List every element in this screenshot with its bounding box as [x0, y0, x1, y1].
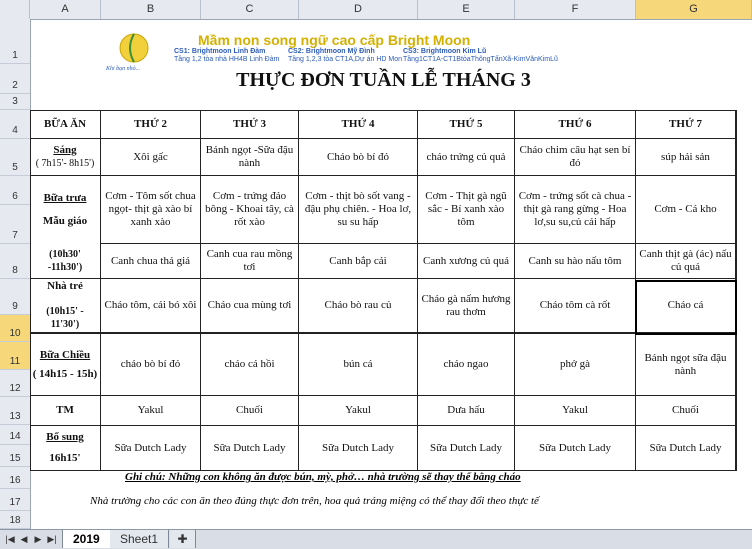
soup-fri[interactable]: Canh su hào nấu tôm — [515, 244, 636, 279]
page-title: THỰC ĐƠN TUẦN LỄ THÁNG 3 — [236, 68, 531, 91]
insert-sheet-icon[interactable]: ✚ — [170, 530, 196, 548]
meal-breakfast-label[interactable]: Sáng ( 7h15'- 8h15') — [30, 139, 101, 176]
day-header-mon[interactable]: THỨ 2 — [101, 111, 201, 139]
note-menu-policy: Nhà trường cho các con ăn theo đúng thực đơn trên, hoa quả tráng miệng có thể thay đổi theo thực tế — [90, 495, 539, 507]
sheet-grid[interactable] — [30, 19, 752, 529]
snack-tue[interactable]: Chuối — [201, 396, 299, 426]
row-header[interactable]: 1 — [0, 19, 30, 64]
nursery-thu[interactable]: Cháo gà nấm hương rau thơm — [418, 279, 515, 334]
day-header-tue[interactable]: THỨ 3 — [201, 111, 299, 139]
row-header[interactable]: 17 — [0, 489, 30, 511]
lunch-mon[interactable]: Cơm - Tôm sốt chua ngọt- thịt gà xào bí xanh xào — [101, 176, 201, 244]
meal-header[interactable]: BỮA ĂN — [30, 111, 101, 139]
supplement-sat[interactable]: Sữa Dutch Lady — [636, 426, 736, 471]
column-header-c[interactable]: C — [201, 0, 299, 19]
nursery-tue[interactable]: Cháo cua mùng tơi — [201, 279, 299, 334]
row-header[interactable]: 2 — [0, 64, 30, 94]
snack-sat[interactable]: Chuối — [636, 396, 736, 426]
lunch-tue[interactable]: Cơm - trứng đảo bông - Khoai tây, cà rốt xào — [201, 176, 299, 244]
day-header-fri[interactable]: THỨ 6 — [515, 111, 636, 139]
nursery-fri[interactable]: Cháo tôm cà rốt — [515, 279, 636, 334]
breakfast-fri[interactable]: Cháo chim câu hạt sen bí đỏ — [515, 139, 636, 176]
snack-thu[interactable]: Dưa hấu — [418, 396, 515, 426]
school-name: Mầm non song ngữ cao cấp Bright Moon — [198, 32, 471, 48]
day-header-thu[interactable]: THỨ 5 — [418, 111, 515, 139]
campus-1: CS1: Brightmoon Linh Đàm Tầng 1,2 tòa nhà HH4B Linh Đàm — [174, 48, 280, 63]
column-header-g[interactable]: G — [636, 0, 752, 19]
sheet-tab-sheet1[interactable]: Sheet1 — [110, 530, 169, 548]
row-header[interactable]: 8 — [0, 244, 30, 279]
sheet-tab-2019[interactable]: 2019 — [62, 530, 111, 548]
afternoon-mon[interactable]: cháo bò bí đỏ — [101, 334, 201, 396]
soup-tue[interactable]: Canh cua rau mồng tơi — [201, 244, 299, 279]
afternoon-fri[interactable]: phở gà — [515, 334, 636, 396]
breakfast-sat[interactable]: súp hải sản — [636, 139, 736, 176]
row-header[interactable]: 7 — [0, 205, 30, 244]
meal-afternoon-label[interactable]: Bữa Chiều ( 14h15 - 15h) — [30, 334, 101, 396]
meal-supplement-label[interactable]: Bổ sung 16h15' — [30, 426, 101, 471]
column-header-b[interactable]: B — [101, 0, 201, 19]
row-header[interactable]: 5 — [0, 139, 30, 176]
row-header[interactable]: 15 — [0, 445, 30, 467]
row-header[interactable]: 9 — [0, 279, 30, 315]
row-header[interactable]: 16 — [0, 467, 30, 489]
column-header-d[interactable]: D — [299, 0, 418, 19]
lunch-thu[interactable]: Cơm - Thịt gà ngũ sắc - Bí xanh xào tôm — [418, 176, 515, 244]
day-header-sat[interactable]: THỨ 7 — [636, 111, 736, 139]
lunch-fri[interactable]: Cơm - trứng sốt cà chua - thịt gà rang gừng - Hoa lơ,su su,củ cải hấp — [515, 176, 636, 244]
meal-snack-label[interactable]: TM — [30, 396, 101, 426]
snack-fri[interactable]: Yakul — [515, 396, 636, 426]
row-header[interactable]: 18 — [0, 511, 30, 529]
breakfast-thu[interactable]: cháo trứng củ quả — [418, 139, 515, 176]
nursery-wed[interactable]: Cháo bò rau củ — [299, 279, 418, 334]
breakfast-wed[interactable]: Cháo bò bí đỏ — [299, 139, 418, 176]
column-headers — [0, 0, 752, 20]
afternoon-wed[interactable]: bún cá — [299, 334, 418, 396]
column-header-a[interactable]: A — [30, 0, 101, 19]
note-substitution: Ghi chú: Những con không ăn được bún, mỳ, phở… nhà trường sẽ thay thế bằng cháo — [125, 471, 521, 483]
snack-wed[interactable]: Yakul — [299, 396, 418, 426]
supplement-fri[interactable]: Sữa Dutch Lady — [515, 426, 636, 471]
lunch-wed[interactable]: Cơm - thịt bò sốt vang - đậu phụ chiên. - Hoa lơ, su su hấp — [299, 176, 418, 244]
row-header[interactable]: 13 — [0, 397, 30, 425]
day-header-wed[interactable]: THỨ 4 — [299, 111, 418, 139]
supplement-thu[interactable]: Sữa Dutch Lady — [418, 426, 515, 471]
select-all-corner[interactable] — [0, 0, 30, 19]
row-header[interactable]: 3 — [0, 94, 30, 110]
soup-wed[interactable]: Canh bắp cải — [299, 244, 418, 279]
afternoon-thu[interactable]: cháo ngao — [418, 334, 515, 396]
supplement-mon[interactable]: Sữa Dutch Lady — [101, 426, 201, 471]
row-header[interactable]: 14 — [0, 425, 30, 445]
soup-sat[interactable]: Canh thịt gà (ác) nấu củ quả — [636, 244, 736, 279]
column-header-e[interactable]: E — [418, 0, 515, 19]
column-header-f[interactable]: F — [515, 0, 636, 19]
nursery-mon[interactable]: Cháo tôm, cải bó xôi — [101, 279, 201, 334]
afternoon-sat[interactable]: Bánh ngọt sữa đậu nành — [636, 334, 736, 396]
campus-2: CS2: Brightmoon Mỹ Đình Tầng 1,2,3 tòa CT1A,Dự án HD Mon — [288, 48, 403, 63]
row-header[interactable]: 4 — [0, 110, 30, 139]
campus-3: CS3: Brightmoon Kim Lũ Tầng1CT1A-CT1BtòaThôngTấnXã-KimVănKimLũ — [403, 48, 558, 63]
meal-nursery-label[interactable]: Nhà trẻ (10h15' - 11'30') — [30, 279, 101, 334]
row-header[interactable]: 11 — [0, 342, 30, 370]
active-cell-selection[interactable] — [635, 280, 737, 335]
row-header[interactable]: 10 — [0, 315, 30, 342]
meal-lunch-label[interactable]: Bữa trưa Mẫu giáo — [30, 176, 101, 244]
prev-sheet-icon[interactable]: ◀ — [20, 534, 28, 544]
last-sheet-icon[interactable]: ▶| — [47, 534, 57, 544]
soup-thu[interactable]: Canh xương củ quả — [418, 244, 515, 279]
row-headers — [0, 19, 31, 529]
row-header[interactable]: 12 — [0, 370, 30, 397]
row-header[interactable]: 6 — [0, 176, 30, 205]
breakfast-tue[interactable]: Bánh ngọt -Sữa đậu nành — [201, 139, 299, 176]
first-sheet-icon[interactable]: |◀ — [5, 534, 15, 544]
supplement-wed[interactable]: Sữa Dutch Lady — [299, 426, 418, 471]
breakfast-mon[interactable]: Xôi gấc — [101, 139, 201, 176]
sheet-tab-bar — [0, 529, 752, 549]
next-sheet-icon[interactable]: ▶ — [34, 534, 42, 544]
snack-mon[interactable]: Yakul — [101, 396, 201, 426]
soup-mon[interactable]: Canh chua thả giá — [101, 244, 201, 279]
supplement-tue[interactable]: Sữa Dutch Lady — [201, 426, 299, 471]
nursery-sat[interactable]: Cháo cá — [636, 279, 736, 334]
lunch-time-label[interactable]: (10h30' -11h30') — [30, 244, 101, 279]
svg-text:Khi bạn nhỏ...: Khi bạn nhỏ... — [106, 66, 141, 72]
afternoon-tue[interactable]: cháo cá hồi — [201, 334, 299, 396]
lunch-sat[interactable]: Cơm - Cá kho — [636, 176, 736, 244]
